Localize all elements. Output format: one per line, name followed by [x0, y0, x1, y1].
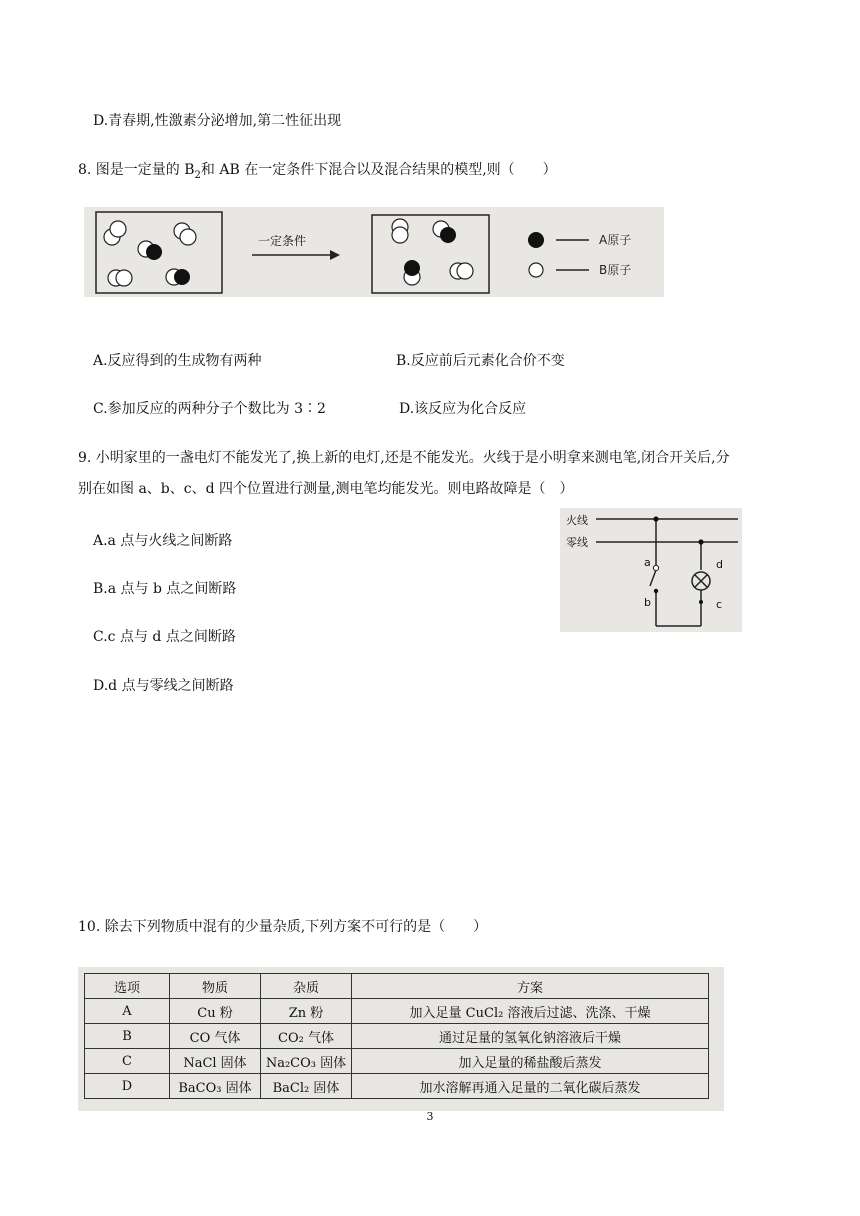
row-c-substance: NaCl 固体 [170, 1049, 261, 1074]
row-a-option: A [85, 999, 170, 1024]
q8-stem [78, 160, 557, 186]
table-row [85, 999, 709, 1024]
switch-contact-icon [653, 565, 658, 570]
q9-circuit-figure [560, 508, 742, 632]
q8-option-d: D.该反应为化合反应 [399, 401, 527, 417]
row-a-substance: Cu 粉 [170, 999, 261, 1024]
q9-stem-line1: 9. 小明家里的一盏电灯不能发光了,换上新的电灯,还是不能发光。火线于是小明拿来测电笔,闭合开关后,分 [78, 450, 730, 466]
table-row [85, 1024, 709, 1049]
row-a-plan: 加入足量 CuCl₂ 溶液后过滤、洗涤、干燥 [352, 999, 709, 1024]
row-b-substance: CO 气体 [170, 1024, 261, 1049]
q9-option-b: B.a 点与 b 点之间断路 [93, 581, 237, 597]
header-plan: 方案 [352, 974, 709, 999]
q8-stem-prefix: 8. 图是一定量的 B [78, 162, 195, 178]
table-row [85, 1049, 709, 1074]
legend-a-label: A原子 [599, 233, 632, 247]
q9-option-a: A.a 点与火线之间断路 [93, 533, 233, 549]
row-d-plan: 加水溶解再通入足量的二氧化碳后蒸发 [352, 1074, 709, 1099]
q8-molecule-figure [84, 207, 664, 297]
row-c-option: C [85, 1049, 170, 1074]
point-b-label: b [644, 596, 651, 609]
row-d-impurity: BaCl₂ 固体 [261, 1074, 352, 1099]
header-substance: 物质 [170, 974, 261, 999]
neutral-wire-label: 零线 [566, 536, 588, 549]
q10-table [78, 967, 724, 1111]
a-atom-legend-icon [528, 232, 544, 248]
table-row [85, 1074, 709, 1099]
q9-option-d: D.d 点与零线之间断路 [93, 678, 234, 694]
row-d-substance: BaCO₃ 固体 [170, 1074, 261, 1099]
point-c-label: c [716, 598, 723, 611]
q9-option-c: C.c 点与 d 点之间断路 [93, 629, 236, 645]
header-impurity: 杂质 [261, 974, 352, 999]
q8-stem-suffix: 和 AB 在一定条件下混合以及混合结果的模型,则（ ） [200, 162, 557, 178]
page-number: 3 [426, 1110, 434, 1123]
q7-option-d: D.青春期,性激素分泌增加,第二性征出现 [93, 113, 342, 129]
q8-option-a: A.反应得到的生成物有两种 [93, 353, 262, 369]
row-c-impurity: Na₂CO₃ 固体 [261, 1049, 352, 1074]
header-option: 选项 [85, 974, 170, 999]
point-d-label: d [716, 558, 723, 571]
q8-option-b: B.反应前后元素化合价不变 [396, 353, 565, 369]
row-c-plan: 加入足量的稀盐酸后蒸发 [352, 1049, 709, 1074]
q10-stem: 10. 除去下列物质中混有的少量杂质,下列方案不可行的是（ ） [78, 919, 488, 935]
legend-b-label: B原子 [599, 263, 632, 277]
b-atom-legend-icon [529, 263, 543, 277]
row-a-impurity: Zn 粉 [261, 999, 352, 1024]
arrow-label: 一定条件 [258, 234, 307, 248]
live-wire-label: 火线 [566, 514, 588, 527]
q8-stem-sub: 2 [194, 169, 201, 181]
row-b-plan: 通过足量的氢氧化钠溶液后干燥 [352, 1024, 709, 1049]
row-b-impurity: CO₂ 气体 [261, 1024, 352, 1049]
row-b-option: B [85, 1024, 170, 1049]
q9-stem-line2: 别在如图 a、b、c、d 四个位置进行测量,测电笔均能发光。则电路故障是（ ） [78, 481, 574, 497]
q8-option-c: C.参加反应的两种分子个数比为 3∶2 [93, 401, 326, 417]
point-a-label: a [644, 556, 651, 569]
row-d-option: D [85, 1074, 170, 1099]
table-header-row [85, 974, 709, 999]
